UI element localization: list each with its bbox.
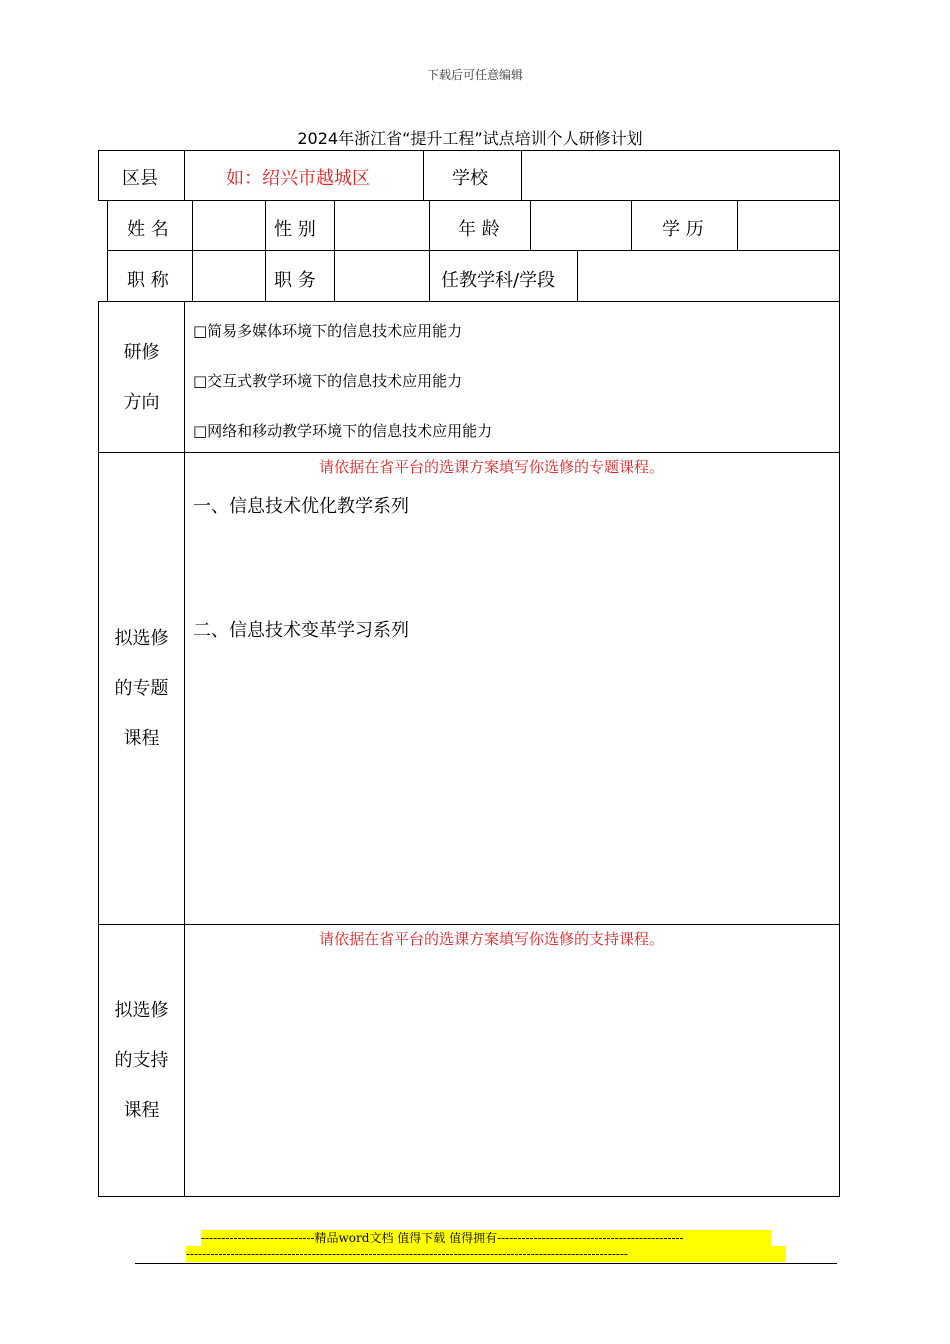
direction-option-2[interactable]: □交互式教学环境下的信息技术应用能力: [193, 372, 463, 390]
direction-label-line2: 方向: [123, 392, 160, 413]
direction-option-1[interactable]: □简易多媒体环境下的信息技术应用能力: [193, 322, 463, 340]
document-title: 2024年浙江省“提升工程”试点培训个人研修计划: [297, 129, 643, 148]
education-label: 学 历: [662, 219, 704, 240]
gender-label: 性 别: [274, 219, 316, 240]
direction-label: [98, 328, 185, 428]
support-label-line3: 课程: [123, 1100, 160, 1121]
age-label: 年 龄: [458, 219, 500, 240]
support-label-line2: 的支持: [114, 1050, 169, 1071]
support-courses-note: 请依据在省平台的选课方案填写你选修的支持课程。: [319, 930, 665, 948]
support-courses-label: [98, 986, 185, 1136]
position-label: 职 务: [274, 270, 316, 291]
cell-education-value[interactable]: [737, 200, 840, 251]
support-label-line1: 拟选修: [114, 1000, 169, 1021]
district-label: 区县: [122, 168, 158, 189]
special-label-line3: 课程: [123, 728, 160, 749]
school-label: 学校: [452, 168, 488, 189]
cell-school-value[interactable]: [521, 150, 840, 201]
cell-gender-value[interactable]: [334, 200, 430, 251]
cell-title-value[interactable]: [192, 250, 266, 302]
cell-age-value[interactable]: [530, 200, 632, 251]
special-label-line1: 拟选修: [114, 628, 169, 649]
special-label-line2: 的专题: [114, 678, 169, 699]
subject-label: 任教学科/学段: [441, 270, 556, 291]
direction-option-3[interactable]: □网络和移动教学环境下的信息技术应用能力: [193, 422, 493, 440]
cell-position-value[interactable]: [334, 250, 430, 302]
footer-banner-line2: -------------------------------------------------------------------------------------------------------------: [186, 1246, 786, 1262]
name-label: 姓 名: [127, 219, 169, 240]
header-note: 下载后可任意编辑: [426, 68, 523, 82]
cell-name-value[interactable]: [192, 200, 266, 251]
footer-rule: [135, 1263, 837, 1264]
district-value: 如：绍兴市越城区: [226, 168, 370, 189]
special-section-2: 二、信息技术变革学习系列: [193, 620, 409, 641]
direction-label-line1: 研修: [123, 342, 160, 363]
cell-subject-value[interactable]: [577, 250, 840, 302]
cell-special-content[interactable]: [184, 452, 840, 925]
cell-support-content[interactable]: [184, 924, 840, 1197]
title-label: 职 称: [127, 270, 169, 291]
special-courses-note: 请依据在省平台的选课方案填写你选修的专题课程。: [319, 458, 665, 476]
special-courses-label: [98, 614, 185, 764]
footer-banner-line1: ----------------------------精品word文档 值得下载 值得拥有----------------------------------------------: [201, 1230, 771, 1246]
special-section-1: 一、信息技术优化教学系列: [193, 496, 409, 517]
